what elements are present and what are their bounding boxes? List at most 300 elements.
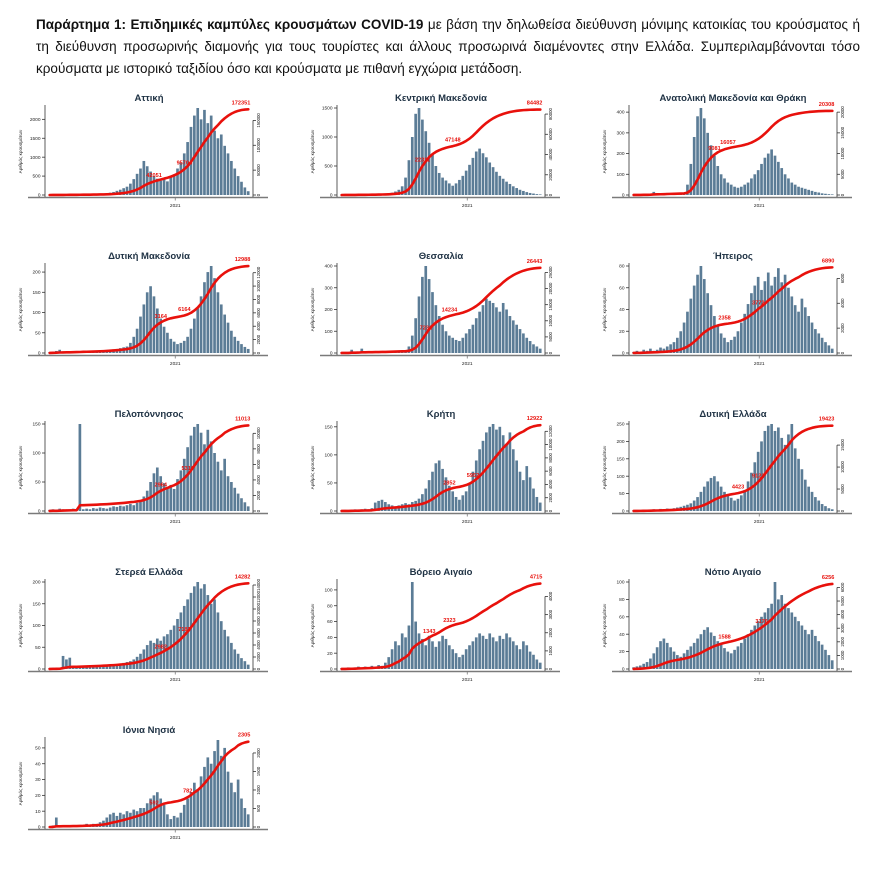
- left-tick-label: 0: [330, 350, 333, 356]
- chart-title: Δυτική Ελλάδα: [699, 409, 766, 420]
- cumulative-total-label: 6256: [822, 575, 834, 581]
- daily-cases-bar: [173, 816, 176, 827]
- cumulative-annotation: 3164: [155, 313, 168, 319]
- daily-cases-bar: [116, 507, 119, 511]
- daily-cases-bar: [676, 655, 679, 669]
- daily-cases-bar: [169, 484, 172, 510]
- daily-cases-bar: [747, 182, 750, 194]
- right-tick-label: 0: [256, 667, 261, 670]
- daily-cases-bar: [669, 647, 672, 669]
- chart-panel: [14, 720, 298, 852]
- right-tick-label: 6000: [840, 273, 845, 283]
- daily-cases-bar: [166, 814, 169, 827]
- daily-cases-bar: [196, 308, 199, 353]
- daily-cases-bar: [811, 190, 814, 194]
- chart-panel: [306, 404, 590, 536]
- daily-cases-bar: [240, 658, 243, 669]
- daily-cases-bar: [237, 340, 240, 352]
- y-axis-label: Αριθμός κρουσμάτων: [309, 129, 315, 173]
- daily-cases-bar: [727, 495, 730, 511]
- daily-cases-bar: [180, 162, 183, 194]
- cumulative-cases-line: [342, 109, 541, 194]
- daily-cases-bar: [230, 782, 233, 826]
- daily-cases-bar: [824, 193, 827, 194]
- cumulative-annotation: 9123: [752, 473, 764, 479]
- daily-cases-bar: [240, 798, 243, 826]
- daily-cases-bar: [217, 461, 220, 510]
- daily-cases-bar: [448, 335, 451, 352]
- cumulative-annotation: 42051: [146, 173, 162, 179]
- daily-cases-bar: [522, 480, 525, 511]
- daily-cases-bar: [536, 497, 539, 511]
- left-tick-label: 20: [35, 793, 41, 799]
- chart-title: Πελοπόννησος: [115, 409, 184, 420]
- daily-cases-bar: [831, 509, 834, 511]
- right-tick-label: 14000: [256, 578, 261, 591]
- x-tick-label: 2021: [170, 835, 181, 841]
- daily-cases-bar: [730, 497, 733, 510]
- cumulative-annotation: 2323: [443, 618, 455, 624]
- cumulative-annotation: 22311: [415, 157, 430, 163]
- daily-cases-bar: [421, 639, 424, 669]
- chart-title: Κεντρική Μακεδονία: [395, 93, 487, 104]
- right-tick-label: 150000: [256, 112, 261, 127]
- daily-cases-bar: [774, 582, 777, 669]
- daily-cases-bar: [720, 333, 723, 353]
- daily-cases-bar: [790, 182, 793, 194]
- cumulative-total-label: 20308: [819, 101, 835, 107]
- daily-cases-bar: [220, 304, 223, 353]
- daily-cases-bar: [512, 186, 515, 195]
- chart-title: Ανατολική Μακεδονία και Θράκη: [660, 93, 807, 104]
- daily-cases-bar: [509, 432, 512, 511]
- daily-cases-bar: [804, 629, 807, 668]
- daily-cases-bar: [713, 155, 716, 194]
- right-tick-label: 2000: [840, 322, 845, 332]
- daily-cases-bar: [180, 342, 183, 352]
- daily-cases-bar: [210, 266, 213, 353]
- daily-cases-bar: [720, 644, 723, 668]
- left-tick-label: 100: [324, 587, 332, 593]
- daily-cases-bar: [109, 507, 112, 510]
- daily-cases-bar: [163, 326, 166, 352]
- left-tick-label: 0: [622, 508, 625, 514]
- daily-cases-bar: [166, 332, 169, 352]
- daily-cases-bar: [817, 500, 820, 510]
- daily-cases-bar: [146, 490, 149, 510]
- daily-cases-bar: [431, 641, 434, 669]
- chart-panel: [306, 246, 590, 378]
- right-tick-label: 5000: [840, 168, 845, 178]
- daily-cases-bar: [146, 645, 149, 669]
- left-tick-label: 1000: [322, 134, 333, 140]
- right-tick-label: 10000: [256, 602, 261, 615]
- cumulative-annotation: 782: [183, 788, 192, 794]
- cumulative-total-label: 19423: [819, 416, 835, 422]
- right-tick-label: 4000: [256, 639, 261, 649]
- left-tick-label: 0: [330, 508, 333, 514]
- daily-cases-bar: [441, 635, 444, 668]
- daily-cases-bar: [482, 635, 485, 668]
- chart-title: Βόρειο Αιγαίο: [410, 567, 473, 578]
- daily-cases-bar: [217, 612, 220, 669]
- daily-cases-bar: [536, 346, 539, 353]
- daily-cases-bar: [828, 345, 831, 353]
- daily-cases-bar: [498, 426, 501, 510]
- daily-cases-bar: [244, 187, 247, 195]
- left-tick-label: 60: [619, 614, 625, 620]
- daily-cases-bar: [213, 751, 216, 827]
- daily-cases-bar: [723, 178, 726, 195]
- daily-cases-bar: [478, 449, 481, 511]
- x-tick-label: 2021: [170, 361, 181, 367]
- daily-cases-bar: [794, 616, 797, 668]
- daily-cases-bar: [794, 448, 797, 511]
- daily-cases-bar: [448, 183, 451, 195]
- daily-cases-bar: [240, 498, 243, 511]
- right-tick-label: 0: [548, 667, 553, 670]
- daily-cases-bar: [227, 476, 230, 511]
- daily-cases-bar: [418, 633, 421, 669]
- daily-cases-bar: [515, 324, 518, 352]
- daily-cases-bar: [767, 272, 770, 352]
- daily-cases-bar: [475, 460, 478, 511]
- daily-cases-bar: [764, 157, 767, 194]
- daily-cases-bar: [780, 168, 783, 195]
- daily-cases-bar: [532, 344, 535, 353]
- x-tick-label: 2021: [754, 677, 765, 683]
- right-tick-label: 0: [840, 667, 845, 670]
- daily-cases-bar: [777, 427, 780, 511]
- daily-cases-bar: [727, 651, 730, 668]
- daily-cases-bar: [227, 771, 230, 826]
- right-tick-label: 6000: [840, 582, 845, 592]
- daily-cases-bar: [492, 637, 495, 669]
- daily-cases-bar: [666, 642, 669, 668]
- daily-cases-bar: [428, 480, 431, 511]
- right-tick-label: 5000: [840, 595, 845, 605]
- daily-cases-bar: [424, 266, 427, 353]
- left-tick-label: 200: [324, 307, 332, 313]
- daily-cases-bar: [428, 279, 431, 353]
- daily-cases-bar: [817, 641, 820, 669]
- daily-cases-bar: [804, 307, 807, 353]
- daily-cases-bar: [458, 179, 461, 194]
- daily-cases-bar: [431, 471, 434, 510]
- daily-cases-bar: [213, 278, 216, 353]
- right-tick-label: 10000: [256, 426, 261, 439]
- left-tick-label: 1000: [30, 154, 41, 160]
- daily-cases-bar: [109, 814, 112, 827]
- daily-cases-bar: [797, 621, 800, 669]
- left-tick-label: 1500: [322, 105, 333, 111]
- daily-cases-bar: [807, 189, 810, 194]
- daily-cases-bar: [210, 115, 213, 194]
- left-tick-label: 150: [32, 421, 40, 427]
- daily-cases-bar: [713, 316, 716, 353]
- daily-cases-bar: [482, 305, 485, 353]
- daily-cases-bar: [696, 497, 699, 511]
- right-tick-label: 8000: [256, 443, 261, 453]
- daily-cases-bar: [441, 324, 444, 352]
- daily-cases-bar: [472, 324, 475, 352]
- daily-cases-bar: [801, 187, 804, 194]
- daily-cases-bar: [683, 653, 686, 669]
- daily-cases-bar: [247, 664, 250, 668]
- daily-cases-bar: [143, 304, 146, 353]
- daily-cases-bar: [455, 340, 458, 353]
- daily-cases-bar: [801, 298, 804, 352]
- daily-cases-bar: [223, 629, 226, 668]
- daily-cases-bar: [438, 460, 441, 511]
- daily-cases-bar: [203, 584, 206, 669]
- daily-cases-bar: [132, 505, 135, 511]
- daily-cases-bar: [831, 660, 834, 669]
- daily-cases-bar: [220, 755, 223, 826]
- daily-cases-bar: [196, 789, 199, 827]
- left-tick-label: 300: [616, 130, 624, 136]
- right-tick-label: 12000: [256, 266, 261, 279]
- daily-cases-bar: [213, 599, 216, 669]
- daily-cases-bar: [512, 320, 515, 353]
- right-tick-label: 2000: [548, 492, 553, 502]
- right-tick-label: 500: [256, 804, 261, 812]
- daily-cases-bar: [824, 506, 827, 511]
- left-tick-label: 400: [616, 109, 624, 115]
- daily-cases-bar: [441, 177, 444, 194]
- daily-cases-bar: [730, 184, 733, 194]
- daily-cases-bar: [190, 792, 193, 827]
- daily-cases-bar: [797, 186, 800, 194]
- right-tick-label: 50000: [256, 163, 261, 176]
- cumulative-annotation: 1588: [718, 634, 730, 640]
- daily-cases-bar: [740, 495, 743, 511]
- daily-cases-bar: [750, 178, 753, 195]
- left-tick-label: 20: [619, 649, 625, 655]
- daily-cases-bar: [760, 290, 763, 353]
- daily-cases-bar: [774, 155, 777, 194]
- right-tick-label: 0: [840, 509, 845, 512]
- right-tick-label: 2000: [256, 334, 261, 344]
- daily-cases-bar: [478, 311, 481, 352]
- daily-cases-bar: [723, 337, 726, 352]
- daily-cases-bar: [777, 161, 780, 194]
- daily-cases-bar: [95, 508, 98, 510]
- cumulative-annotation: 3772: [752, 300, 764, 306]
- epidemic-curve-chart: [306, 404, 590, 536]
- daily-cases-bar: [807, 634, 810, 669]
- daily-cases-bar: [821, 337, 824, 352]
- daily-cases-bar: [220, 621, 223, 669]
- daily-cases-bar: [740, 642, 743, 668]
- cumulative-total-label: 12988: [235, 257, 251, 263]
- chart-title: Θεσσαλία: [419, 251, 464, 262]
- daily-cases-bar: [200, 432, 203, 510]
- daily-cases-bar: [169, 629, 172, 668]
- daily-cases-bar: [801, 625, 804, 669]
- daily-cases-bar: [730, 653, 733, 669]
- daily-cases-bar: [418, 108, 421, 195]
- cumulative-total-label: 84482: [527, 100, 543, 106]
- daily-cases-bar: [200, 588, 203, 668]
- daily-cases-bar: [213, 453, 216, 511]
- y-axis-label: Αριθμός κρουσμάτων: [601, 445, 607, 489]
- daily-cases-bar: [757, 170, 760, 195]
- daily-cases-bar: [166, 181, 169, 195]
- chart-title: Κρήτη: [427, 409, 456, 420]
- cumulative-total-label: 26443: [527, 258, 543, 264]
- y-axis-label: Αριθμός κρουσμάτων: [309, 445, 315, 489]
- daily-cases-bar: [186, 447, 189, 511]
- daily-cases-bar: [156, 792, 159, 827]
- daily-cases-bar: [532, 488, 535, 510]
- daily-cases-bar: [156, 467, 159, 511]
- daily-cases-bar: [233, 336, 236, 352]
- left-tick-label: 80: [619, 597, 625, 603]
- daily-cases-bar: [458, 657, 461, 669]
- left-tick-label: 40: [619, 307, 625, 313]
- x-tick-label: 2021: [754, 519, 765, 525]
- daily-cases-bar: [472, 641, 475, 669]
- daily-cases-bar: [146, 803, 149, 827]
- left-tick-label: 80: [327, 603, 333, 609]
- left-tick-label: 10: [35, 808, 41, 814]
- left-tick-label: 100: [616, 473, 624, 479]
- y-axis-label: Αριθμός κρουσμάτων: [17, 761, 23, 805]
- daily-cases-bar: [733, 336, 736, 352]
- chart-panel: [598, 404, 882, 536]
- right-tick-label: 1500: [256, 766, 261, 776]
- daily-cases-bar: [200, 119, 203, 195]
- daily-cases-bar: [828, 655, 831, 669]
- daily-cases-bar: [132, 179, 135, 195]
- left-tick-label: 100: [32, 623, 40, 629]
- daily-cases-bar: [143, 808, 146, 827]
- daily-cases-bar: [193, 782, 196, 826]
- right-tick-label: 20000: [840, 105, 845, 118]
- epidemic-curve-chart: [14, 562, 298, 694]
- x-tick-label: 2021: [170, 677, 181, 683]
- left-tick-label: 50: [35, 330, 41, 336]
- daily-cases-bar: [774, 431, 777, 511]
- right-tick-label: 15000: [548, 298, 553, 311]
- daily-cases-bar: [119, 505, 122, 510]
- daily-cases-bar: [814, 636, 817, 669]
- daily-cases-bar: [804, 479, 807, 510]
- left-tick-label: 50: [35, 479, 41, 485]
- daily-cases-bar: [217, 740, 220, 827]
- daily-cases-bar: [713, 636, 716, 669]
- daily-cases-bar: [227, 636, 230, 669]
- right-tick-label: 4000: [840, 297, 845, 307]
- y-axis-label: Αριθμός κρουσμάτων: [601, 287, 607, 331]
- daily-cases-bar: [173, 625, 176, 669]
- daily-cases-bar: [186, 336, 189, 352]
- daily-cases-bar: [237, 779, 240, 826]
- daily-cases-bar: [126, 505, 129, 511]
- daily-cases-bar: [740, 322, 743, 352]
- right-tick-label: 6000: [256, 459, 261, 469]
- left-tick-label: 300: [324, 285, 332, 291]
- daily-cases-bar: [730, 340, 733, 353]
- daily-cases-bar: [807, 316, 810, 353]
- daily-cases-bar: [149, 640, 152, 668]
- daily-cases-bar: [716, 324, 719, 352]
- daily-cases-bar: [686, 649, 689, 668]
- left-tick-label: 40: [327, 635, 333, 641]
- daily-cases-bar: [139, 808, 142, 827]
- daily-cases-bar: [136, 173, 139, 194]
- left-tick-label: 100: [32, 310, 40, 316]
- daily-cases-bar: [465, 333, 468, 353]
- x-tick-label: 2021: [754, 203, 765, 209]
- x-tick-label: 2021: [170, 519, 181, 525]
- y-axis-label: Αριθμός κρουσμάτων: [17, 287, 23, 331]
- daily-cases-bar: [227, 153, 230, 195]
- daily-cases-bar: [136, 811, 139, 827]
- daily-cases-bar: [465, 491, 468, 511]
- left-tick-label: 50: [619, 491, 625, 497]
- daily-cases-bar: [536, 194, 539, 195]
- cumulative-annotation: 7182: [178, 626, 190, 632]
- daily-cases-bar: [190, 328, 193, 352]
- daily-cases-bar: [737, 646, 740, 669]
- left-tick-label: 0: [330, 666, 333, 672]
- daily-cases-bar: [186, 798, 189, 826]
- epidemic-curve-chart: [598, 246, 882, 378]
- daily-cases-bar: [438, 641, 441, 669]
- right-tick-label: 100000: [256, 137, 261, 152]
- daily-cases-bar: [431, 292, 434, 353]
- daily-cases-bar: [814, 191, 817, 194]
- daily-cases-bar: [468, 645, 471, 669]
- daily-cases-bar: [492, 424, 495, 511]
- daily-cases-bar: [136, 328, 139, 352]
- daily-cases-bar: [522, 333, 525, 353]
- daily-cases-bar: [488, 426, 491, 510]
- daily-cases-bar: [532, 193, 535, 194]
- daily-cases-bar: [710, 632, 713, 669]
- right-tick-label: 40000: [548, 148, 553, 161]
- epidemic-curve-chart: [598, 404, 882, 536]
- daily-cases-bar: [233, 487, 236, 510]
- daily-cases-bar: [821, 504, 824, 511]
- daily-cases-bar: [485, 639, 488, 669]
- right-tick-label: 4000: [256, 474, 261, 484]
- daily-cases-bar: [230, 330, 233, 352]
- daily-cases-bar: [143, 161, 146, 195]
- left-tick-label: 0: [38, 666, 41, 672]
- daily-cases-bar: [515, 460, 518, 511]
- daily-cases-bar: [166, 487, 169, 510]
- daily-cases-bar: [525, 192, 528, 195]
- right-tick-label: 12000: [548, 424, 553, 437]
- daily-cases-bar: [509, 316, 512, 353]
- daily-cases-bar: [240, 344, 243, 353]
- daily-cases-bar: [169, 338, 172, 352]
- daily-cases-bar: [780, 595, 783, 669]
- daily-cases-bar: [468, 164, 471, 194]
- daily-cases-bar: [435, 305, 438, 353]
- daily-cases-bar: [495, 429, 498, 510]
- daily-cases-bar: [482, 153, 485, 195]
- chart-title: Ιόνια Νησιά: [123, 725, 176, 736]
- left-tick-label: 20: [327, 650, 333, 656]
- daily-cases-bar: [176, 817, 179, 826]
- right-tick-label: 1000: [840, 650, 845, 660]
- chart-title: Αττική: [134, 93, 163, 104]
- right-tick-label: 0: [548, 351, 553, 354]
